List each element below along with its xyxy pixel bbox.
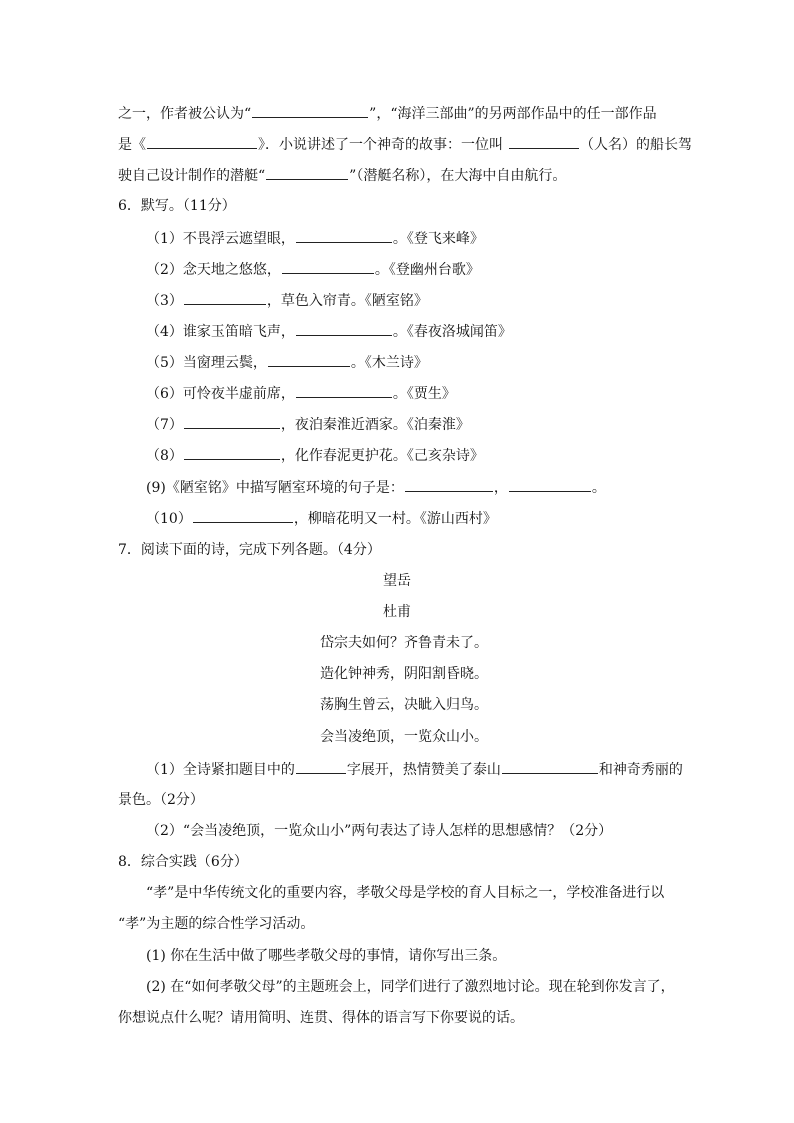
intro-line-3	[118, 166, 566, 185]
text: 驶自己设计制作的潜艇“	[118, 168, 266, 184]
q6-item-1	[146, 229, 484, 248]
answer-blank[interactable]	[296, 322, 392, 336]
text: （10）	[146, 511, 192, 527]
q6-item-10	[146, 509, 497, 528]
text: 是《	[118, 137, 146, 153]
text: （1）全诗紧扣题目中的	[146, 762, 295, 778]
answer-blank[interactable]	[147, 135, 257, 149]
text: 。	[591, 480, 606, 496]
q8-sub2-line1: (2) 在“如何孝敬父母”的主题班会上，同学们进行了激烈地讨论。现在轮到你发言了，	[146, 979, 675, 995]
answer-blank[interactable]	[266, 166, 348, 180]
text: （3）	[146, 293, 183, 309]
q6-item-6	[146, 384, 456, 403]
answer-blank[interactable]	[282, 260, 374, 274]
q6-heading: 6．默写。（11分）	[118, 198, 236, 214]
text: 。《春夜洛城闻笛》	[392, 324, 512, 340]
answer-blank[interactable]	[509, 478, 591, 492]
text: ，柳暗花明又一村。《游山西村》	[293, 511, 497, 527]
answer-blank[interactable]	[509, 135, 579, 149]
answer-blank[interactable]	[252, 104, 368, 118]
text: 》．小说讲述了一个神奇的故事：一位叫	[258, 137, 503, 153]
intro-line-1	[118, 104, 657, 123]
poem-line-4: 会当凌绝顶，一览众山小。	[320, 729, 488, 745]
answer-blank[interactable]	[193, 509, 293, 523]
text: （人名）的船长驾	[580, 137, 692, 153]
q6-item-4	[146, 322, 512, 341]
text: 。《贾生》	[392, 386, 456, 402]
text: ，夜泊秦淮近酒家。《泊秦淮》	[280, 417, 470, 433]
q7-sub2: （2）“会当凌绝顶，一览众山小”两句表达了诗人怎样的思想感情？（2分）	[146, 823, 613, 839]
intro-line-2	[118, 135, 692, 154]
q6-item-3	[146, 291, 428, 310]
q6-item-7	[146, 415, 470, 434]
text: 之一，作者被公认为“	[118, 106, 252, 122]
q6-item-9	[146, 478, 606, 497]
text: ，	[493, 480, 508, 496]
q8-intro-2: “孝”为主题的综合性学习活动。	[118, 916, 315, 932]
q7-sub1-line2: 景色。（2分）	[118, 792, 204, 808]
q6-item-2	[146, 260, 480, 279]
answer-blank[interactable]	[184, 446, 280, 460]
text: 。《木兰诗》	[350, 355, 428, 371]
text: （7）	[146, 417, 183, 433]
q8-sub2-line2: 你想说点什么呢？请用简明、连贯、得体的语言写下你要说的话。	[118, 1010, 524, 1026]
answer-blank[interactable]	[296, 229, 392, 243]
answer-blank[interactable]	[296, 760, 346, 774]
answer-blank[interactable]	[184, 291, 266, 305]
q7-heading: 7．阅读下面的诗，完成下列各题。（4分）	[118, 542, 381, 558]
text: 。《登幽州台歌》	[374, 262, 480, 278]
text: ”，“海洋三部曲”的另两部作品中的任一部作品	[369, 106, 657, 122]
q6-item-8	[146, 446, 484, 465]
poem-line-3: 荡胸生曾云，决眦入归鸟。	[320, 697, 488, 713]
poem-title: 望岳	[383, 573, 411, 589]
answer-blank[interactable]	[296, 384, 392, 398]
q8-heading: 8．综合实践（6分）	[118, 854, 248, 870]
text: （6）可怜夜半虚前席，	[146, 386, 295, 402]
answer-blank[interactable]	[405, 478, 493, 492]
q6-item-5	[146, 353, 428, 372]
poem-line-1: 岱宗夫如何？齐鲁青未了。	[320, 635, 488, 651]
text: （8）	[146, 448, 183, 464]
poem-line-2: 造化钟神秀，阴阳割昏晓。	[320, 666, 488, 682]
text: （5）当窗理云鬓，	[146, 355, 267, 371]
q8-sub1: (1) 你在生活中做了哪些孝敬父母的事情，请你写出三条。	[146, 948, 507, 964]
q8-intro-1: “孝”是中华传统文化的重要内容，孝敬父母是学校的育人目标之一，学校准备进行以	[146, 885, 665, 901]
text: （2）念天地之悠悠，	[146, 262, 281, 278]
answer-blank[interactable]	[268, 353, 350, 367]
q7-sub1-line1	[146, 760, 683, 779]
text: ”（潜艇名称），在大海中自由航行。	[349, 168, 567, 184]
text: 字展开，热情赞美了泰山	[346, 762, 501, 778]
text: （1）不畏浮云遮望眼，	[146, 231, 295, 247]
poem-author: 杜甫	[383, 604, 411, 620]
answer-blank[interactable]	[184, 415, 280, 429]
text: ，化作春泥更护花。《己亥杂诗》	[280, 448, 484, 464]
text: （4）谁家玉笛暗飞声，	[146, 324, 295, 340]
text: (9)《陋室铭》中描写陋室环境的句子是：	[146, 480, 404, 496]
text: 。《登飞来峰》	[392, 231, 484, 247]
answer-blank[interactable]	[502, 760, 598, 774]
text: 和神奇秀丽的	[598, 762, 683, 778]
text: ，草色入帘青。《陋室铭》	[266, 293, 428, 309]
